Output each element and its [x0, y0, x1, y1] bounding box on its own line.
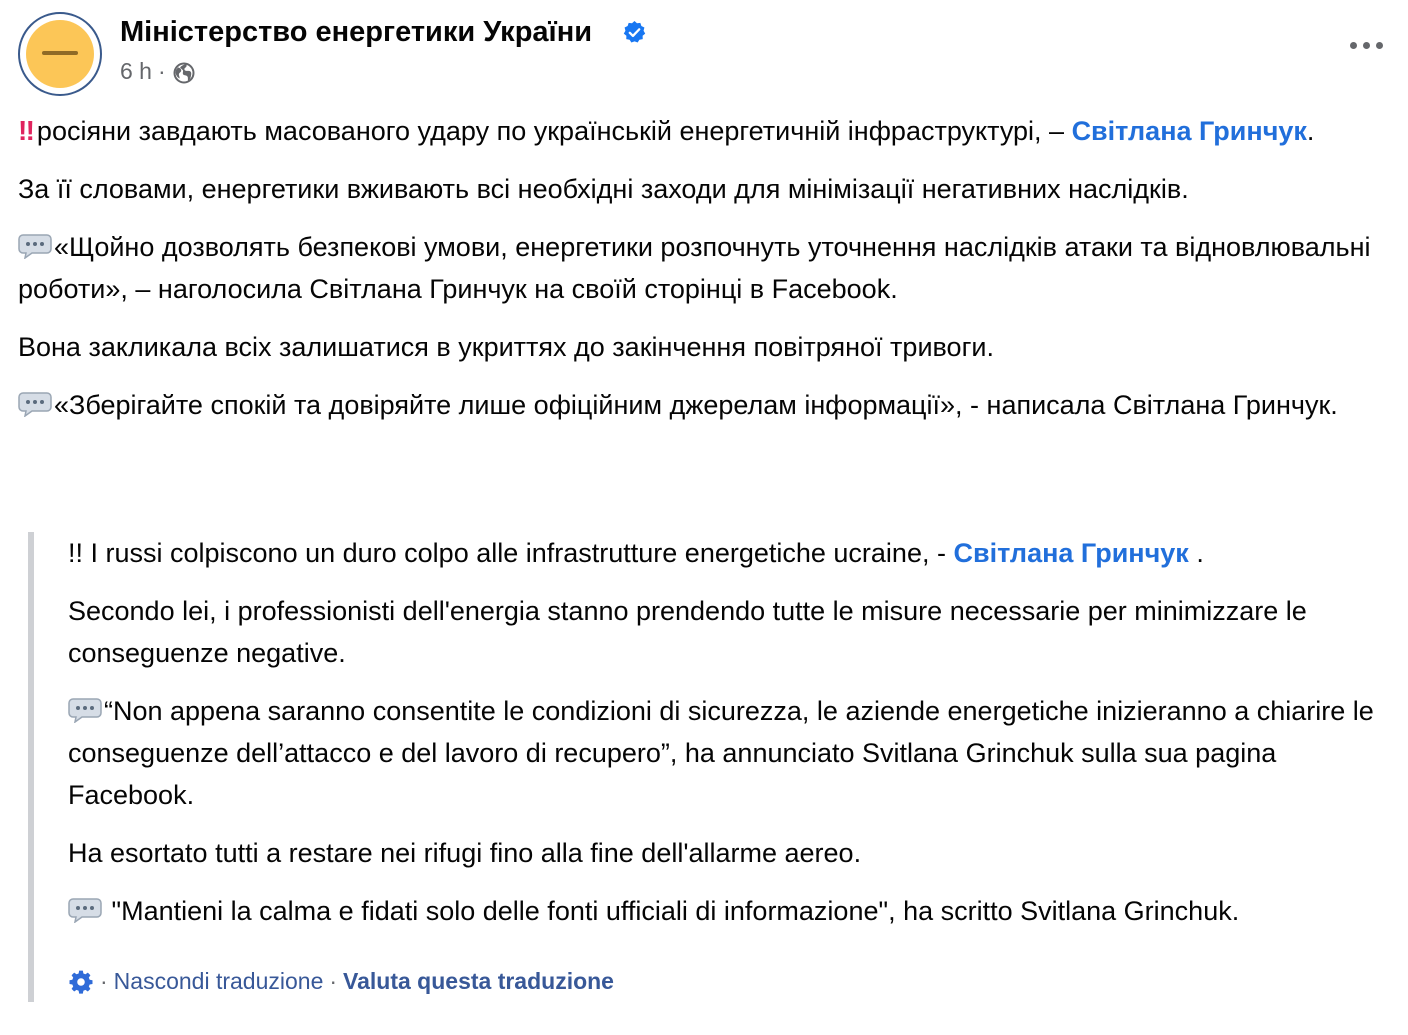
- double-exclamation-icon: ‼: [18, 115, 31, 146]
- verified-badge-icon: [622, 20, 647, 45]
- post-text: «Зберігайте спокій та довіряйте лише офіційним джерелам інформації», - написала Світлана Гринчук.: [54, 390, 1338, 420]
- translation-paragraph: [68, 690, 1390, 816]
- post-paragraph: [18, 110, 1390, 152]
- post-meta: [120, 58, 196, 85]
- post-paragraph: Вона закликала всіх залишатися в укриттях до закінчення повітряної тривоги.: [18, 332, 995, 362]
- globe-icon: [172, 61, 196, 85]
- author-mention-link[interactable]: Світлана Гринчук: [1071, 116, 1307, 146]
- translation-mention-link[interactable]: Світлана Гринчук: [953, 538, 1189, 568]
- post-text: «Щойно дозволять безпекові умови, енергетики розпочнуть уточнення наслідків атаки та відновлювальні роботи», – наголосила Світлана Гринчук на своїй сторінці в Facebook.: [18, 232, 1371, 304]
- hide-translation-link[interactable]: Nascondi traduzione: [113, 968, 324, 994]
- meta-separator: ·: [157, 58, 166, 84]
- translation-text: "Mantieni la calma e fidati solo delle fonti ufficiali di informazione", ha scritto Svitlana Grinchuk.: [104, 896, 1240, 926]
- translation-text: !! I russi colpiscono un duro colpo alle infrastrutture energetiche ucraine, -: [68, 538, 954, 568]
- speech-bubble-icon: [68, 697, 102, 723]
- page-name[interactable]: Міністерство енергетики України: [120, 16, 593, 48]
- post-paragraph: [18, 384, 1390, 426]
- post-header: [18, 12, 1390, 96]
- translation-paragraph: Secondo lei, i professionisti dell'energia stanno prendendo tutte le misure necessarie per minimizzare le conseguenze negative.: [68, 596, 1307, 668]
- avatar-logo: [26, 20, 94, 88]
- speech-bubble-icon: [68, 897, 102, 923]
- translation-paragraph: [68, 890, 1390, 932]
- translation-footer: [68, 968, 614, 995]
- more-icon-dot: [1350, 42, 1357, 49]
- post-text: росіяни завдають масованого удару по українській енергетичній інфраструктурі, –: [36, 116, 1072, 146]
- translation-block: [28, 532, 1390, 1002]
- post-body: [18, 110, 1390, 442]
- translation-paragraph: Ha esortato tutti a restare nei rifugi fino alla fine dell'allarme aereo.: [68, 838, 862, 868]
- post-paragraph: За її словами, енергетики вживають всі необхідні заходи для мінімізації негативних наслідків.: [18, 174, 1189, 204]
- footer-separator: ·: [329, 968, 338, 994]
- translation-text: .: [1188, 538, 1204, 568]
- gear-icon: [68, 969, 94, 995]
- post-paragraph: [18, 226, 1390, 310]
- footer-separator: ·: [100, 968, 108, 994]
- translation-paragraph: [68, 532, 1390, 574]
- post-text: .: [1306, 116, 1315, 146]
- rate-translation-link[interactable]: Valuta questa traduzione: [343, 968, 614, 994]
- translation-text: “Non appena saranno consentite le condizioni di sicurezza, le aziende energetiche inizieranno a chiarire le conseguenze dell’attacco e del lavoro di recupero”, ha annunciato Svitlana Grinchuk sulla sua pagina Facebook.: [68, 696, 1374, 810]
- speech-bubble-icon: [18, 391, 52, 417]
- more-icon-dot: [1376, 42, 1383, 49]
- speech-bubble-icon: [18, 233, 52, 259]
- avatar[interactable]: [18, 12, 102, 96]
- more-options-button[interactable]: [1350, 34, 1390, 54]
- more-icon-dot: [1363, 42, 1370, 49]
- post-time[interactable]: 6 h: [120, 58, 152, 84]
